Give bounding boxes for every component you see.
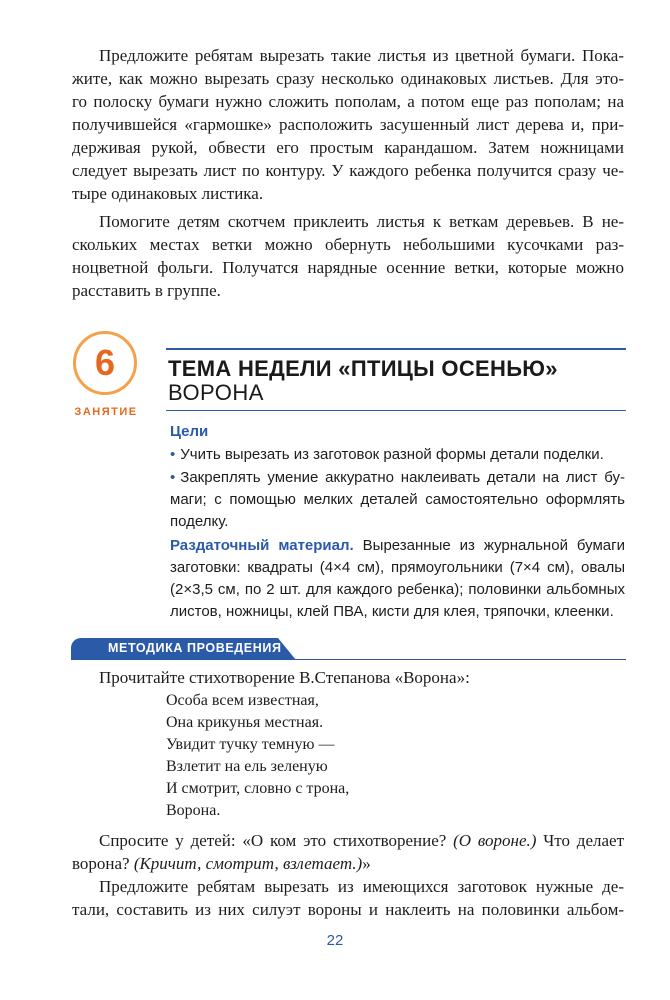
method-heading: МЕТОДИКА ПРОВЕДЕНИЯ (108, 641, 282, 655)
lesson-number-badge (73, 331, 137, 395)
answer-italic: (О вороне.) (453, 831, 537, 850)
lesson-title: ТЕМА НЕДЕЛИ «ПТИЦЫ ОСЕНЬЮ» (168, 356, 558, 381)
goals-heading: Цели (170, 423, 209, 440)
poem-line: И смотрит, словно с трона, (166, 780, 350, 797)
text-line: получившейся «гармошке» расположить засушенный лист дерева и, при- (72, 115, 624, 134)
text-line: жите, как можно вырезать сразу несколько одинаковых листьев. Для это- (72, 69, 624, 88)
lesson-number: 6 (94, 342, 116, 383)
text-segment: Что делает (536, 831, 624, 850)
poem-line: Ворона. (166, 802, 221, 819)
title-rule-top (166, 348, 626, 350)
text-line: держивая рукой, обвести его простым карандашом. Затем ножницами (72, 138, 624, 157)
text-segment: ворона? (72, 854, 134, 873)
poem-line: Увидит тучку темную — (166, 736, 335, 753)
goal-text: Закреплять умение аккуратно наклеивать детали на лист бу- (180, 469, 625, 486)
text-line: тыре одинаковых листика. (72, 184, 264, 203)
bullet-icon: • (170, 469, 176, 486)
text-segment: Спросите у детей: «О ком это стихотворение? (99, 831, 454, 850)
materials-label: Раздаточный материал. (170, 537, 354, 554)
poem-line: Она крикунья местная. (166, 714, 324, 731)
text-line: Помогите детям скотчем приклеить листья к веткам деревьев. В не- (99, 212, 624, 231)
lesson-label: ЗАНЯТИЕ (74, 406, 138, 418)
text-line: го полоску бумаги нужно сложить пополам, а потом еще раз пополам; на (72, 92, 624, 111)
text-line: следует вырезать лист по контуру. У каждого ребенка получится сразу че- (72, 161, 624, 180)
intro-paragraph-2 (72, 210, 624, 302)
bullet-icon: • (170, 446, 176, 463)
text-segment: » (362, 854, 371, 873)
page-number: 22 (326, 932, 344, 949)
text-line: Прочитайте стихотворение В.Степанова «Ворона»: (99, 668, 470, 687)
last-paragraph (72, 875, 624, 921)
poem (166, 690, 349, 822)
text-line: тали, составить из них силуэт вороны и наклеить на половинки альбом- (72, 900, 624, 919)
text-line: Предложите ребятам вырезать такие листья из цветной бумаги. Пока- (99, 46, 624, 65)
materials-text: Вырезанные из журнальной бумаги (353, 537, 625, 554)
materials-text: листов, ножницы, клей ПВА, кисти для клея, тряпочки, клеенки. (170, 603, 614, 620)
poem-line: Особа всем известная, (166, 692, 319, 709)
materials-block (170, 535, 625, 623)
materials-text: заготовки: квадраты (4×4 см), прямоугольники (7×4 см), овалы (170, 559, 625, 576)
goal-item-1 (170, 444, 625, 466)
lesson-subtitle: ВОРОНА (168, 380, 264, 405)
text-line: скольких местах ветки можно обернуть небольшими кусочками раз- (72, 235, 624, 254)
text-line: расставить в группе. (72, 281, 221, 300)
goal-text: поделку. (170, 513, 229, 530)
goal-text: Учить вырезать из заготовок разной формы детали поделки. (180, 446, 604, 463)
intro-paragraph-1 (72, 44, 624, 205)
goal-item-2 (170, 467, 625, 533)
method-rule (290, 659, 626, 660)
materials-text: (2×3,5 см, по 2 шт. для каждого ребенка); половинки альбомных (170, 581, 625, 598)
method-intro (72, 666, 624, 689)
question-paragraph (72, 829, 624, 875)
text-line: Предложите ребятам вырезать из имеющихся заготовок нужные де- (99, 877, 624, 896)
title-rule-bottom (166, 410, 626, 411)
answer-italic: (Кричит, смотрит, взлетает.) (133, 854, 363, 873)
text-line: ноцветной фольги. Получатся нарядные осенние ветки, которые можно (72, 258, 624, 277)
poem-line: Взлетит на ель зеленую (166, 758, 328, 775)
goal-text: маги; с помощью мелких деталей самостоятельно оформлять (170, 491, 625, 508)
